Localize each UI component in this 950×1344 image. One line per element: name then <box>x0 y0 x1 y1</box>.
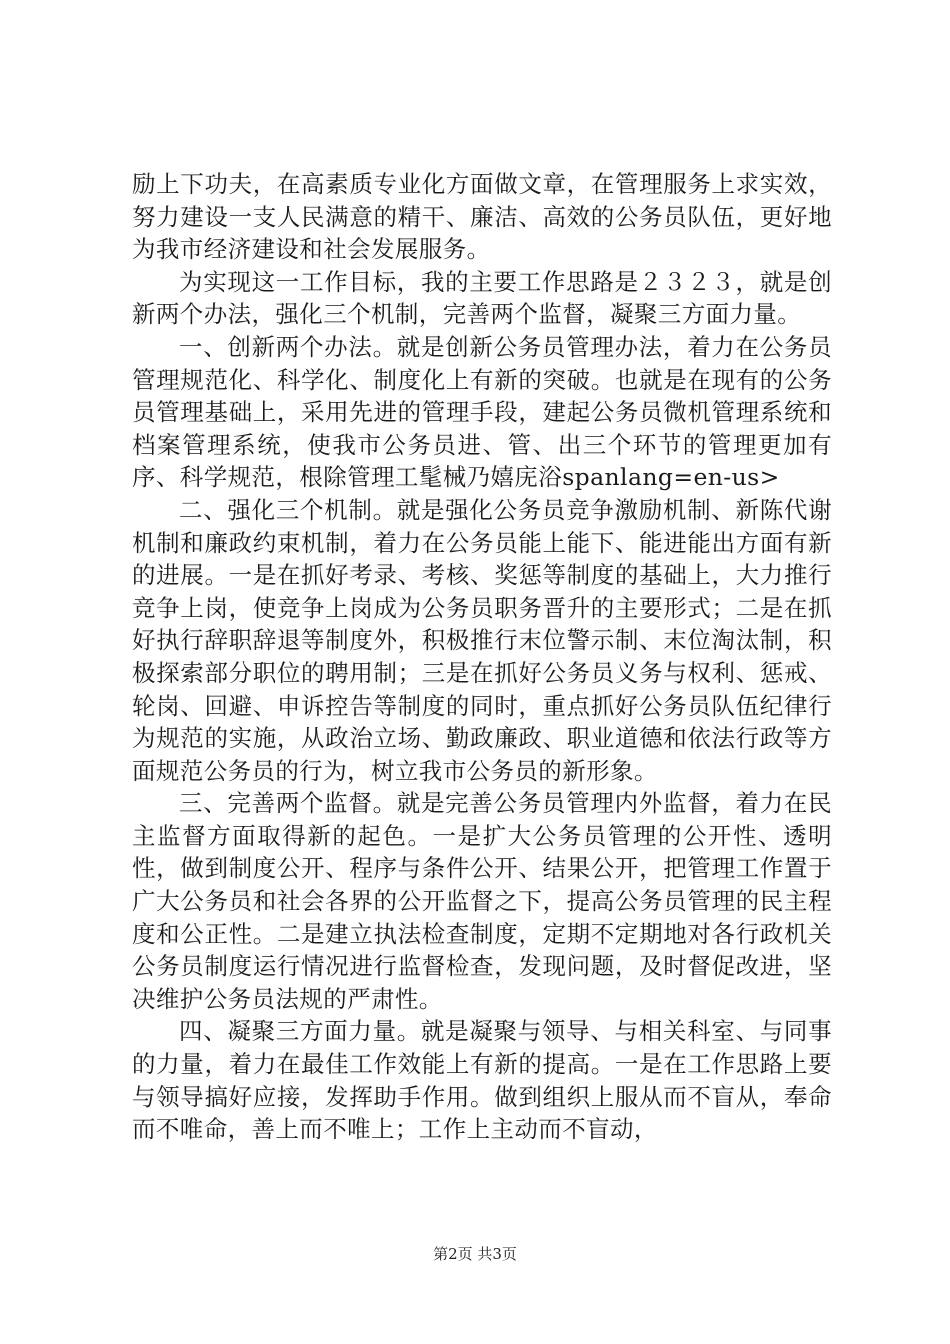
paragraph-continuation: 励上下功夫，在高素质专业化方面做文章，在管理服务上求实效，努力建设一支人民满意的精干、廉洁、高效的公务员队伍，更好地为我市经济建设和社会发展服务。 <box>132 170 832 264</box>
paragraph-work-approach: 为实现这一工作目标，我的主要工作思路是２３２３，就是创新两个办法，强化三个机制，完善两个监督，凝聚三方面力量。 <box>132 267 832 329</box>
document-body <box>132 168 832 1146</box>
paragraph-section-4: 四、凝聚三方面力量。就是凝聚与领导、与相关科室、与同事的力量，着力在最佳工作效能上有新的提高。一是在工作思路上要与领导搞好应接，发挥助手作用。做到组织上服从而不盲从，奉命而不唯命，善上而不唯上；工作上主动而不盲动， <box>132 1017 832 1144</box>
paragraph-section-2: 二、强化三个机制。就是强化公务员竞争激励机制、新陈代谢机制和廉政约束机制，着力在公务员能上能下、能进能出方面有新的进展。一是在抓好考录、考核、奖惩等制度的基础上，大力推行竞争上岗，使竞争上岗成为公务员职务晋升的主要形式；二是在抓好执行辞职辞退等制度外，积极推行末位警示制、末位淘汰制，积极探索部分职位的聘用制；三是在抓好公务员义务与权利、惩戒、轮岗、回避、申诉控告等制度的同时，重点抓好公务员队伍纪律行为规范的实施，从政治立场、勤政廉政、职业道德和依法行政等方面规范公务员的行为，树立我市公务员的新形象。 <box>132 495 832 785</box>
page-number-footer: 第2页 共3页 <box>433 1245 517 1263</box>
paragraph-section-3: 三、完善两个监督。就是完善公务员管理内外监督，着力在民主监督方面取得新的起色。一是扩大公务员管理的公开性、透明性，做到制度公开、程序与条件公开、结果公开，把管理工作置于广大公务员和社会各界的公开监督之下，提高公务员管理的民主程度和公正性。二是建立执法检查制度，定期不定期地对各行政机关公务员制度运行情况进行监督检查，发现问题，及时督促改进，坚决维护公务员法规的严肃性。 <box>132 789 832 1013</box>
paragraph-section-1: 一、创新两个办法。就是创新公务员管理办法，着力在公务员管理规范化、科学化、制度化上有新的突破。也就是在现有的公务员管理基础上，采用先进的管理手段，建起公务员微机管理系统和档案管理系统，使我市公务员进、管、出三个环节的管理更加有序、科学规范，根除管理工髦械乃嬉庑浴spanlang=en-us> <box>132 332 832 492</box>
